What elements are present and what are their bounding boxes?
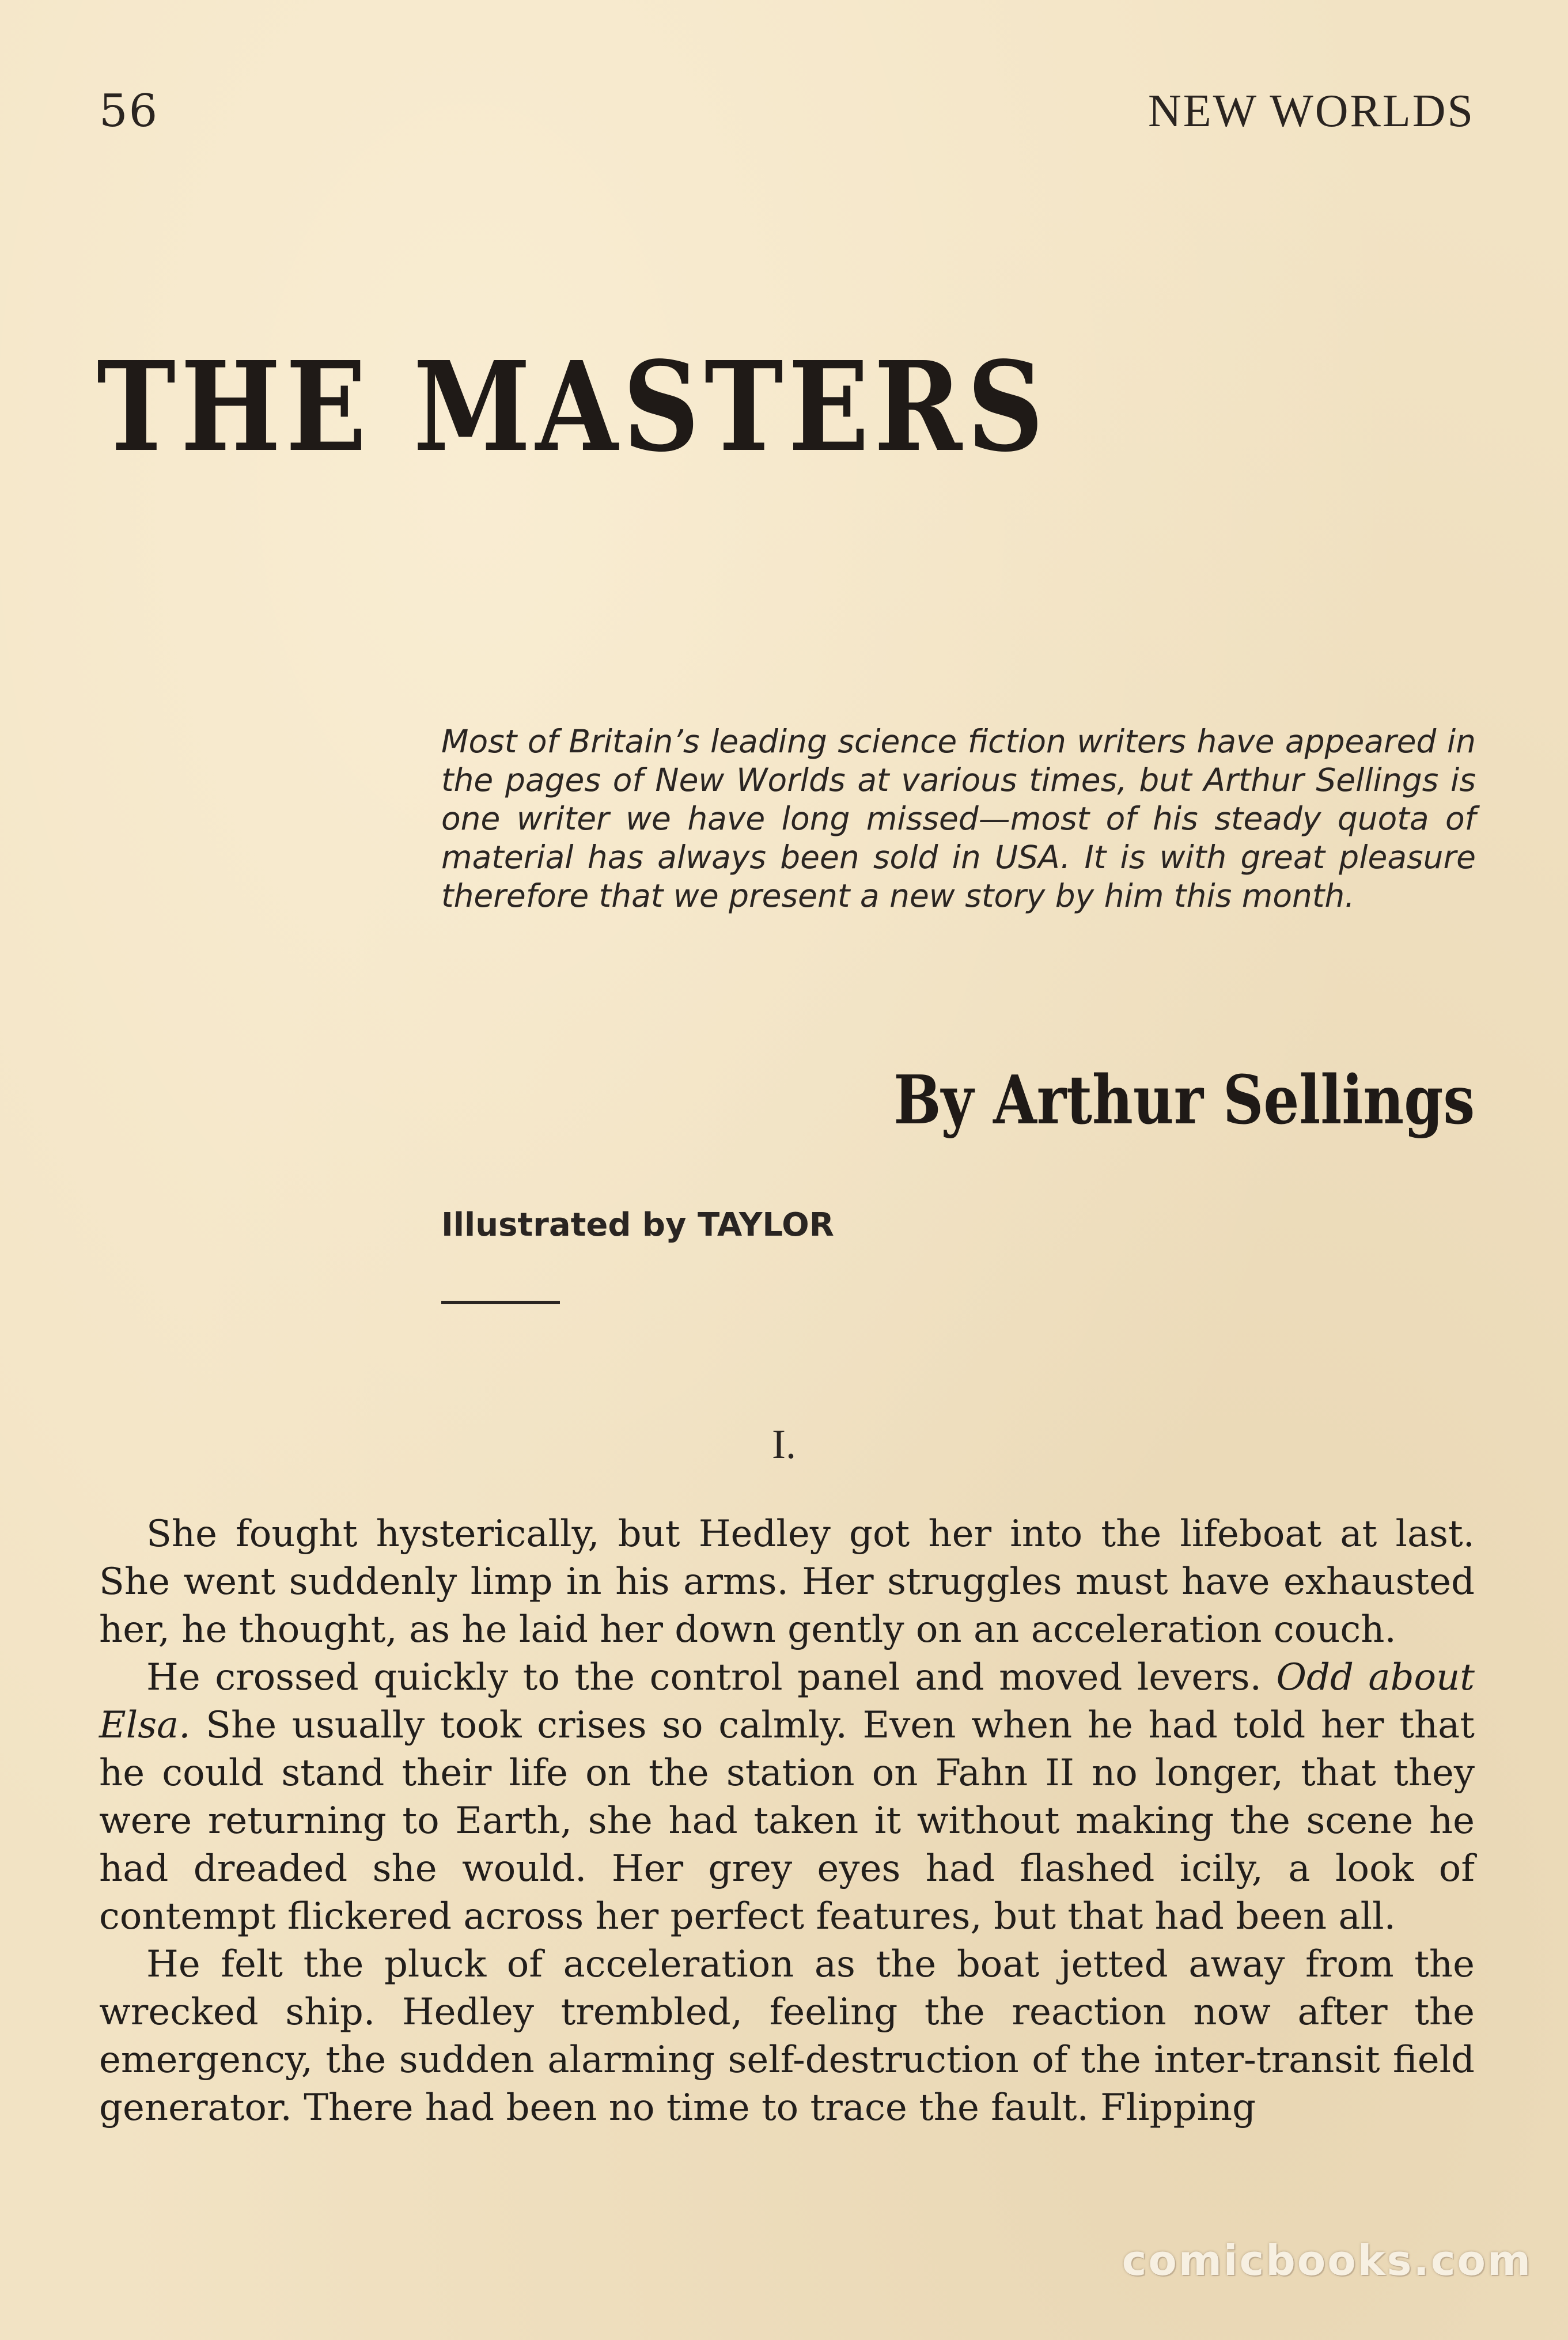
- story-body: [99, 1510, 1475, 2132]
- story-title: THE MASTERS: [97, 335, 1049, 479]
- page-number: 56: [99, 85, 159, 137]
- paragraph-2-lead: He crossed quickly to the control panel and moved levers.: [146, 1656, 1277, 1699]
- paragraph-2: [99, 1654, 1475, 1941]
- paragraph-1: She fought hysterically, but Hedley got her into the lifeboat at last. She went suddenly limp in his arms. Her struggles must have exhausted her, he thought, as he laid her down gently on an acceleration couch.: [99, 1513, 1475, 1651]
- site-watermark: comicbooks.com: [1122, 2236, 1532, 2285]
- editorial-intro: Most of Britain’s leading science fiction writers have appeared in the pages of New Worlds at various times, but Arthur Sellings is one writer we have long missed—most of his steady quota of material has always been sold in USA. It is with great pleasure therefore that we present a new story by him this month.: [441, 723, 1476, 914]
- magazine-running-head: NEW WORLDS: [1147, 86, 1475, 137]
- paragraph-2-emphasis: Odd about Elsa.: [99, 1656, 1475, 1747]
- author-byline: By Arthur Sellings: [893, 1061, 1475, 1139]
- paragraph-3: He felt the pluck of acceleration as the boat jetted away from the wrecked ship. Hedley trembled, feeling the reaction now after the emergency, the sudden alarming self-destruction of the inter-transit field generator. There had been no time to trace the fault. Flipping: [99, 1943, 1475, 2129]
- chapter-number: I.: [772, 1421, 796, 1467]
- illustrator-credit: Illustrated by TAYLOR: [441, 1206, 834, 1244]
- section-rule: [441, 1301, 560, 1304]
- paragraph-2-rest: She usually took crises so calmly. Even when he had told her that he could stand their life on the station on Fahn II no longer, that they were returning to Earth, she had taken it without making the scene he had dreaded she would. Her grey eyes had flashed icily, a look of contempt flickered across her perfect features, but that had been all.: [99, 1704, 1475, 1938]
